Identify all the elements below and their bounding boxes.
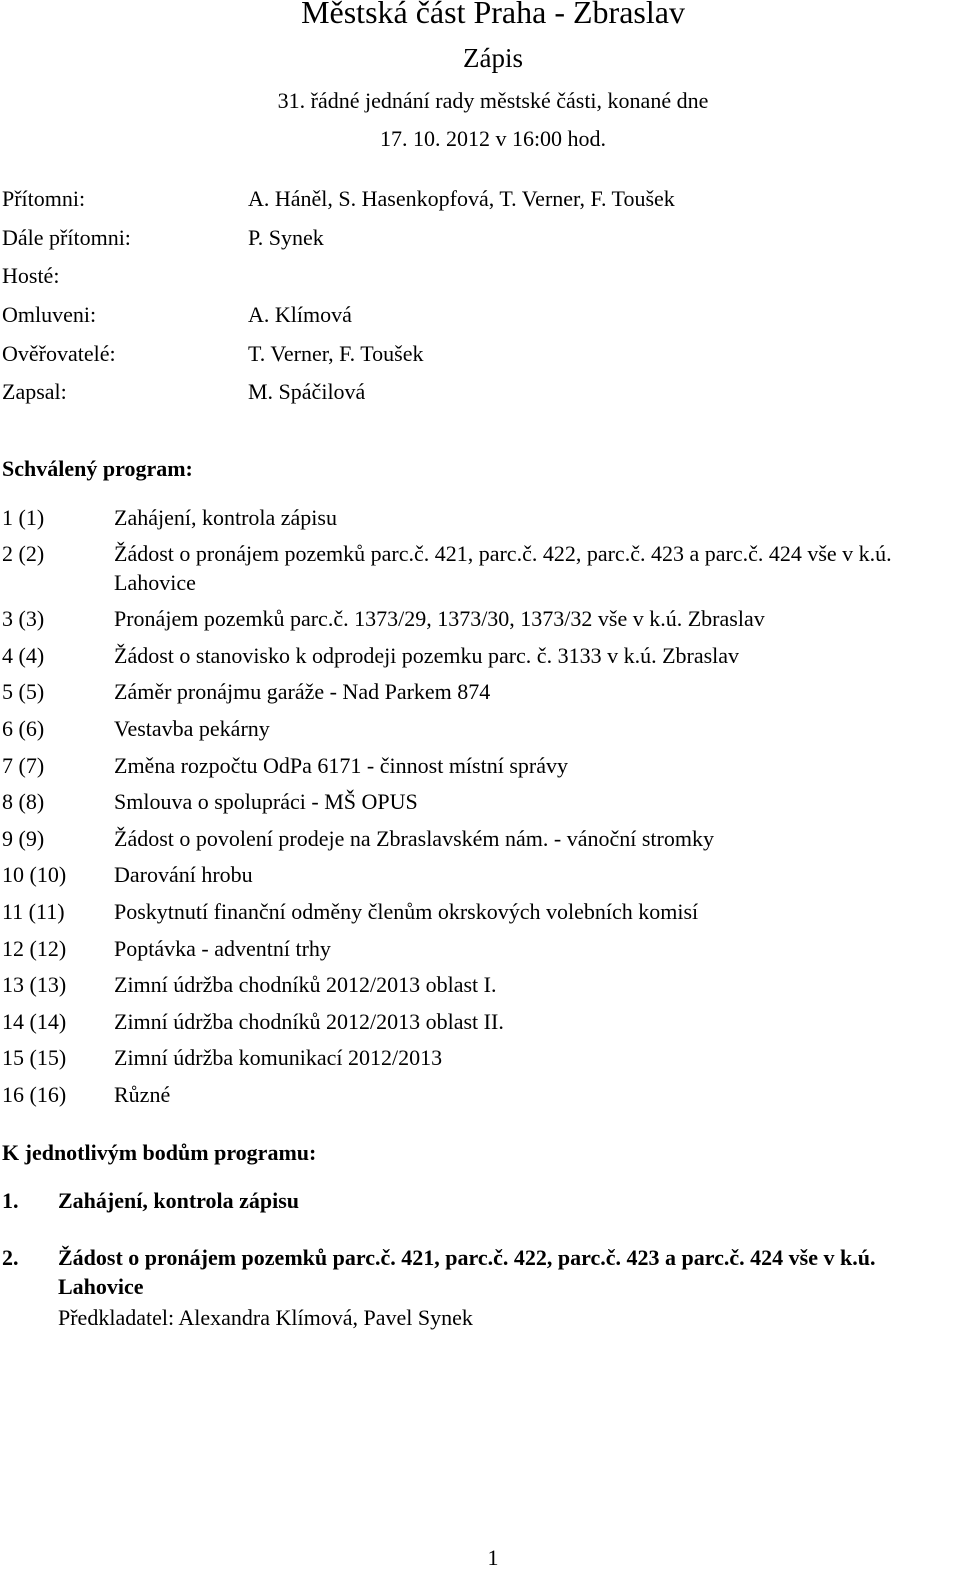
point-title: Zahájení, kontrola zápisu bbox=[58, 1188, 300, 1213]
program-item-text: Zimní údržba chodníků 2012/2013 oblast II. bbox=[114, 1009, 504, 1034]
program-item-number: 7 (7) bbox=[2, 753, 45, 778]
program-item-number: 1 (1) bbox=[2, 505, 45, 530]
attendance-value: P. Synek bbox=[248, 225, 324, 250]
program-item-number: 12 (12) bbox=[2, 936, 67, 961]
program-item-number: 15 (15) bbox=[2, 1045, 67, 1070]
program-item-text: Žádost o stanovisko k odprodeji pozemku parc. č. 3133 v k.ú. Zbraslav bbox=[114, 643, 740, 668]
program-item-text: Záměr pronájmu garáže - Nad Parkem 874 bbox=[114, 679, 491, 704]
program-item-text: Zahájení, kontrola zápisu bbox=[114, 505, 337, 530]
program-item-text: Darování hrobu bbox=[114, 862, 253, 887]
program-item-text: Poptávka - adventní trhy bbox=[114, 936, 331, 961]
program-item-text: Zimní údržba chodníků 2012/2013 oblast I. bbox=[114, 972, 497, 997]
document-subtitle: Zápis bbox=[463, 43, 523, 73]
document-title: Městská část Praha - Zbraslav bbox=[301, 0, 685, 30]
attendance-label: Zapsal: bbox=[2, 379, 67, 404]
attendance-label: Dále přítomni: bbox=[2, 225, 131, 250]
attendance-label: Hosté: bbox=[2, 263, 60, 288]
program-heading: Schválený program: bbox=[2, 456, 193, 481]
page-number: 1 bbox=[487, 1545, 499, 1570]
program-item-text: Změna rozpočtu OdPa 6171 - činnost místní správy bbox=[114, 753, 568, 778]
attendance-value: A. Háněl, S. Hasenkopfová, T. Verner, F. Toušek bbox=[248, 186, 675, 211]
point-title: Žádost o pronájem pozemků parc.č. 421, parc.č. 422, parc.č. 423 a parc.č. 424 vše v k.ú. Lahovice bbox=[58, 1245, 876, 1299]
program-item-number: 6 (6) bbox=[2, 716, 45, 741]
meeting-info-line-1: 31. řádné jednání rady městské části, konané dne bbox=[277, 88, 709, 113]
attendance-label: Přítomni: bbox=[2, 186, 86, 211]
attendance-label: Ověřovatelé: bbox=[2, 341, 116, 366]
program-item-number: 9 (9) bbox=[2, 826, 45, 851]
program-item-text: Zimní údržba komunikací 2012/2013 bbox=[114, 1045, 443, 1070]
details-heading: K jednotlivým bodům programu: bbox=[2, 1140, 317, 1165]
program-item-text: Žádost o pronájem pozemků parc.č. 421, parc.č. 422, parc.č. 423 a parc.č. 424 vše v k.ú. Lahovice bbox=[114, 541, 892, 595]
point-number: 1. bbox=[2, 1188, 19, 1213]
attendance-label: Omluveni: bbox=[2, 302, 97, 327]
program-item-number: 3 (3) bbox=[2, 606, 45, 631]
program-item-text: Různé bbox=[114, 1082, 171, 1107]
attendance-value: T. Verner, F. Toušek bbox=[248, 341, 424, 366]
program-item-number: 2 (2) bbox=[2, 541, 45, 566]
program-item-number: 5 (5) bbox=[2, 679, 45, 704]
point-number: 2. bbox=[2, 1245, 19, 1270]
program-item-number: 13 (13) bbox=[2, 972, 67, 997]
program-item-text: Žádost o povolení prodeje na Zbraslavském nám. - vánoční stromky bbox=[114, 826, 714, 851]
attendance-value: A. Klímová bbox=[248, 302, 352, 327]
meeting-info-line-2: 17. 10. 2012 v 16:00 hod. bbox=[379, 126, 607, 151]
program-item-number: 16 (16) bbox=[2, 1082, 67, 1107]
attendance-value: M. Spáčilová bbox=[248, 379, 366, 404]
program-item-number: 8 (8) bbox=[2, 789, 45, 814]
program-item-text: Vestavba pekárny bbox=[114, 716, 270, 741]
point-presenter: Předkladatel: Alexandra Klímová, Pavel Synek bbox=[58, 1305, 473, 1330]
program-item-text: Pronájem pozemků parc.č. 1373/29, 1373/30, 1373/32 vše v k.ú. Zbraslav bbox=[114, 606, 765, 631]
program-item-number: 14 (14) bbox=[2, 1009, 67, 1034]
program-item-number: 4 (4) bbox=[2, 643, 45, 668]
program-item-text: Smlouva o spolupráci - MŠ OPUS bbox=[114, 789, 418, 814]
program-item-number: 10 (10) bbox=[2, 862, 67, 887]
program-item-text: Poskytnutí finanční odměny členům okrskových volebních komisí bbox=[114, 899, 699, 924]
program-item-number: 11 (11) bbox=[2, 899, 65, 924]
